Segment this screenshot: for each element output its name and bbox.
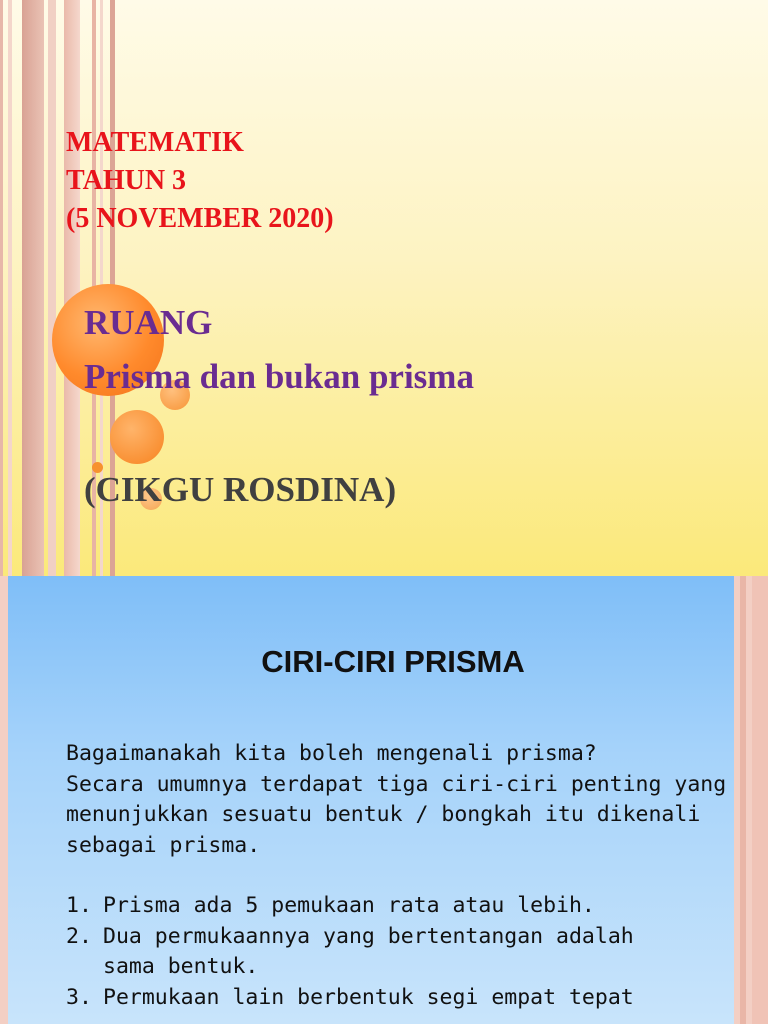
list-text: Permukaan lain berbentuk segi empat tepat [103,984,634,1010]
decor-stripe [48,0,56,576]
list-number: 3. [66,984,92,1010]
slide-title-text [66,124,334,238]
decor-stripe [0,0,3,576]
slide-heading: CIRI-CIRI PRISMA [261,644,525,679]
intro-line: sebagai prisma. [66,832,261,858]
list-text: sama bentuk. [103,954,259,979]
list-item [66,922,726,983]
teacher-name: (CIKGU ROSDINA) [84,470,397,509]
date-title: (5 NOVEMBER 2020) [66,203,334,234]
list-number: 1. [66,893,92,918]
property-list [66,891,726,1013]
list-item [66,983,726,1014]
topic-heading: RUANG [84,303,213,342]
intro-line: Bagaimanakah kita boleh mengenali prisma? [66,741,597,766]
slide-body [66,739,726,1013]
decor-stripe [8,0,12,576]
list-item [66,891,726,922]
intro-line: Secara umumnya terdapat tiga ciri-ciri penting yang [66,771,727,797]
list-text: Dua permukaannya yang bertentangan adalah [103,923,634,949]
topic-text [84,296,474,404]
slide-prism-properties [0,576,768,1024]
list-text: Prisma ada 5 pemukaan rata atau lebih. [103,893,595,918]
intro-line: menunjukkan sesuatu bentuk / bongkah itu dikenali [66,802,701,827]
decor-stripe [64,0,80,576]
year-title: TAHUN 3 [66,165,187,196]
list-number: 2. [66,923,92,949]
subject-title: MATEMATIK [66,127,244,158]
topic-subheading: Prisma dan bukan prisma [84,357,474,396]
decor-circle-medium [110,410,164,464]
decor-stripe [22,0,44,576]
